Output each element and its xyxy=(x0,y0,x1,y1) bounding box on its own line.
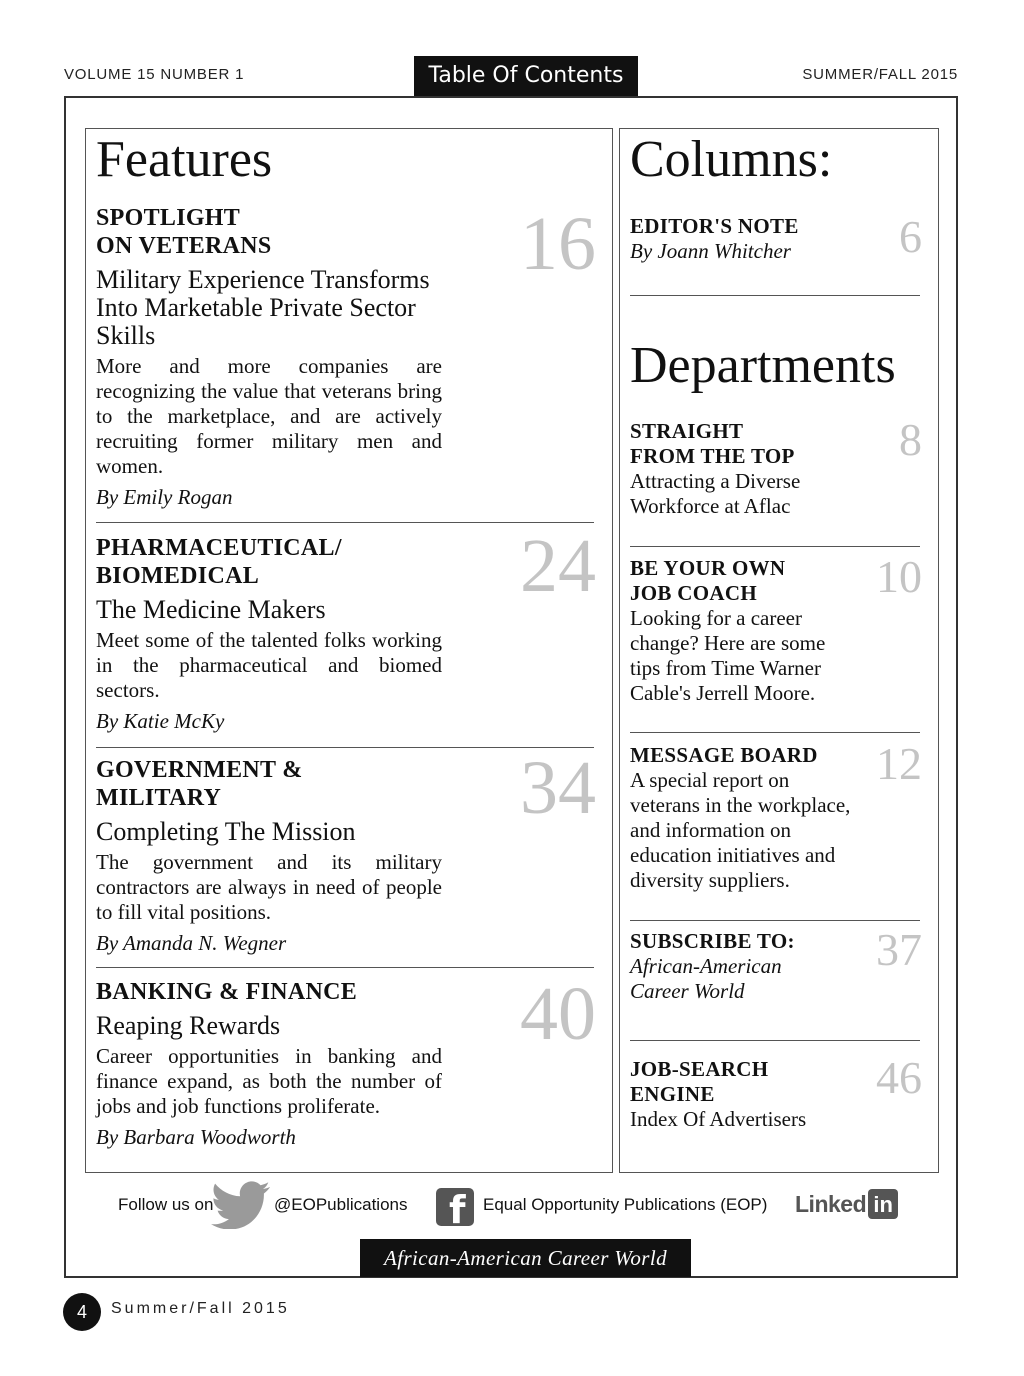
department-divider xyxy=(630,920,920,921)
column-category: EDITOR'S NOTE xyxy=(630,214,799,238)
feature-title: Completing The Mission xyxy=(96,817,356,846)
twitter-bird-icon[interactable] xyxy=(210,1181,272,1229)
department-description: A special report on veterans in the workplace, and information on education initiatives and diversity suppliers. xyxy=(630,768,851,892)
department-page-number: 8 xyxy=(899,414,922,465)
department-item[interactable] xyxy=(630,738,922,893)
feature-byline: By Katie McKy xyxy=(96,709,225,733)
department-category: SUBSCRIBE TO: xyxy=(630,929,795,953)
toc-title-tag: Table Of Contents xyxy=(414,56,638,96)
column-byline: By Joann Whitcher xyxy=(630,239,791,263)
department-page-number: 37 xyxy=(876,924,922,975)
twitter-handle[interactable]: @EOPublications xyxy=(274,1195,408,1214)
department-category: MESSAGE BOARD xyxy=(630,743,818,767)
issue-label: SUMMER/FALL 2015 xyxy=(802,66,958,83)
facebook-label[interactable]: Equal Opportunity Publications (EOP) xyxy=(483,1195,768,1214)
department-description: Index Of Advertisers xyxy=(630,1107,807,1131)
feature-title: The Medicine Makers xyxy=(96,595,326,624)
department-item[interactable] xyxy=(630,551,922,706)
departments-heading: Departments xyxy=(630,337,896,394)
department-item[interactable] xyxy=(630,1052,922,1132)
department-divider xyxy=(630,732,920,733)
department-divider xyxy=(630,1040,920,1041)
department-page-number: 12 xyxy=(876,738,922,789)
page-number-badge: 4 xyxy=(63,1293,101,1331)
issue-footer: Summer/Fall 2015 xyxy=(111,1300,290,1317)
feature-description: Meet some of the talented folks working in the pharmaceutical and biomed sectors. xyxy=(96,628,442,702)
feature-byline: By Barbara Woodworth xyxy=(96,1125,296,1149)
volume-label: VOLUME 15 NUMBER 1 xyxy=(64,66,245,83)
column-page-number: 6 xyxy=(899,211,922,262)
feature-page-number: 16 xyxy=(520,202,596,286)
department-description: Attracting a Diverse Workforce at Aflac xyxy=(630,469,801,518)
feature-category: BANKING & FINANCE xyxy=(96,979,358,1005)
feature-page-number: 34 xyxy=(520,746,596,830)
feature-title: Reaping Rewards xyxy=(96,1011,281,1040)
feature-title: Military Experience Transforms Into Marketable Private Sector Skills xyxy=(96,265,430,350)
column-item[interactable] xyxy=(630,211,922,264)
department-italic-text: African-American Career World xyxy=(630,954,782,1003)
facebook-icon[interactable]: f xyxy=(436,1188,474,1226)
department-page-number: 10 xyxy=(876,551,922,602)
department-item[interactable] xyxy=(630,924,922,1004)
features-heading: Features xyxy=(96,131,273,188)
feature-item[interactable] xyxy=(96,204,596,510)
department-item[interactable] xyxy=(630,414,922,519)
feature-item[interactable] xyxy=(96,746,596,956)
department-page-number: 46 xyxy=(876,1052,922,1103)
feature-category: SPOTLIGHT ON VETERANS xyxy=(96,205,272,259)
department-description: Looking for a career change? Here are some tips from Time Warner Cable's Jerrell Moore. xyxy=(630,606,826,705)
feature-item[interactable] xyxy=(96,972,596,1150)
feature-divider xyxy=(96,522,594,523)
linkedin-logo-icon[interactable]: Linked in xyxy=(795,1189,898,1219)
feature-page-number: 40 xyxy=(520,972,596,1056)
publication-banner: African-American Career World xyxy=(360,1239,691,1277)
feature-description: More and more companies are recognizing the value that veterans bring to the marketplace, and are actively recruiting former military men and women. xyxy=(96,354,442,478)
department-divider xyxy=(630,546,920,547)
feature-description: Career opportunities in banking and finance expand, as both the number of jobs and job functions proliferate. xyxy=(96,1044,442,1118)
feature-byline: By Emily Rogan xyxy=(96,485,233,509)
feature-byline: By Amanda N. Wegner xyxy=(96,931,287,955)
feature-category: PHARMACEUTICAL/ BIOMEDICAL xyxy=(96,535,342,589)
columns-heading: Columns: xyxy=(630,131,833,188)
column-divider xyxy=(630,295,920,296)
follow-label: Follow us on xyxy=(118,1195,214,1214)
feature-category: GOVERNMENT & MILITARY xyxy=(96,757,303,811)
department-category: JOB-SEARCH ENGINE xyxy=(630,1057,769,1106)
feature-divider xyxy=(96,967,594,968)
feature-item[interactable] xyxy=(96,524,596,734)
feature-description: The government and its military contractors are always in need of people to fill vital positions. xyxy=(96,850,442,924)
feature-page-number: 24 xyxy=(520,524,596,608)
department-category: BE YOUR OWN JOB COACH xyxy=(630,556,786,605)
department-category: STRAIGHT FROM THE TOP xyxy=(630,419,795,468)
